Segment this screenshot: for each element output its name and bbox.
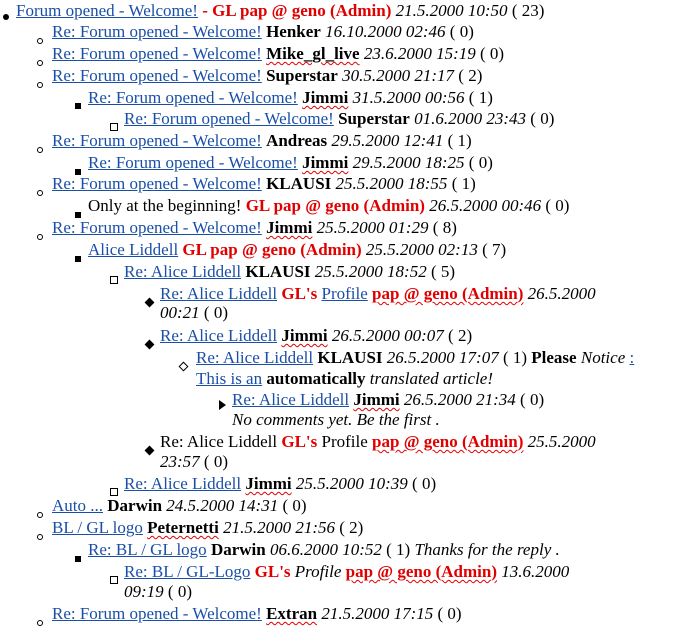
post-title-link[interactable]: Re: Alice Liddell — [196, 348, 314, 367]
thread-post — [232, 389, 544, 411]
post-author-name: pap @ geno (Admin) — [345, 562, 498, 581]
post-author: Superstar — [266, 66, 338, 85]
circle-bullet-icon — [37, 610, 43, 632]
post-date: 26.5.2000 17:07 — [386, 348, 499, 367]
post-author: GL's — [254, 562, 291, 581]
post-date: 25.5.2000 01:29 — [316, 218, 429, 237]
post-author: Jimmi — [281, 326, 328, 345]
post-date: 25.5.2000 10:39 — [295, 474, 408, 493]
reply-count: ( 2) — [448, 326, 473, 345]
post-title-link[interactable]: Re: BL / GL logo — [88, 540, 207, 559]
reply-count: ( 8) — [432, 218, 457, 237]
notice-label: Notice — [580, 348, 626, 367]
thread-post — [52, 217, 457, 239]
post-date: 25.5.2000 18:55 — [335, 174, 448, 193]
thread-post — [88, 152, 493, 174]
reply-count: ( 0) — [437, 604, 462, 623]
post-author: Jimmi — [266, 218, 313, 237]
reply-count: ( 0) — [412, 474, 437, 493]
reply-count: ( 23) — [511, 1, 545, 20]
post-title-link[interactable]: Re: Forum opened - Welcome! — [52, 604, 262, 623]
circle-bullet-icon — [37, 180, 43, 202]
reply-count: ( 0) — [167, 582, 192, 601]
thread-post — [196, 347, 634, 369]
post-author: Andreas — [266, 131, 328, 150]
post-author: Darwin — [210, 540, 266, 559]
reply-count: ( 1) — [386, 540, 411, 559]
reply-count: ( 5) — [430, 262, 456, 281]
post-time: 00:21 — [160, 303, 200, 322]
thread-post — [160, 325, 472, 347]
post-author: KLAUSI — [266, 174, 332, 193]
post-title-link[interactable]: Re: Forum opened - Welcome! — [52, 218, 262, 237]
profile-text: Profile — [321, 432, 368, 451]
post-author-name: pap @ geno (Admin) — [372, 284, 524, 303]
circle-bullet-icon — [37, 72, 43, 94]
reply-count: ( 1) — [502, 348, 528, 367]
post-note: Thanks for the reply . — [414, 540, 560, 559]
square-bullet-icon — [75, 246, 81, 268]
post-author: KLAUSI — [245, 262, 311, 281]
reply-count: ( 2) — [458, 66, 483, 85]
thread-post — [124, 261, 455, 283]
post-author: Jimmi — [302, 88, 349, 107]
thread-post-continued — [196, 368, 493, 390]
thread-post — [88, 539, 560, 561]
circle-bullet-icon — [37, 502, 43, 524]
thread-post — [124, 108, 554, 130]
thread-post — [52, 173, 476, 195]
notice-link-text[interactable]: This is an — [196, 369, 263, 388]
post-time: 09:19 — [124, 582, 164, 601]
circle-bullet-icon — [37, 28, 43, 50]
thread-post-continued — [160, 302, 228, 324]
post-author: Henker — [266, 22, 321, 41]
post-author: Superstar — [338, 109, 410, 128]
thread-post — [88, 239, 506, 261]
thread-post — [52, 130, 472, 152]
triangle-bullet-icon — [219, 394, 226, 416]
post-date: 26.5.2000 21:34 — [403, 390, 516, 409]
post-author-name: pap @ geno (Admin) — [372, 432, 524, 451]
post-author: Peternetti — [147, 518, 219, 537]
thread-post — [52, 603, 462, 625]
circle-bullet-icon — [37, 524, 43, 546]
reply-count: ( 0) — [449, 22, 474, 41]
post-date: 13.6.2000 — [501, 562, 570, 581]
post-title-link[interactable]: Forum opened - Welcome! — [16, 1, 198, 20]
diamond-bullet-icon — [146, 438, 153, 460]
reply-count: ( 1) — [468, 88, 493, 107]
post-date: 06.6.2000 10:52 — [269, 540, 382, 559]
notice-translated: translated article! — [369, 369, 493, 388]
post-author: GL pap @ geno (Admin) — [245, 196, 425, 215]
reply-count: ( 1) — [447, 131, 472, 150]
thread-post-continued — [160, 451, 228, 473]
post-date: 26.5.2000 00:07 — [331, 326, 444, 345]
post-author: Jimmi — [353, 390, 400, 409]
reply-count: ( 1) — [451, 174, 476, 193]
thread-post-continued — [124, 581, 192, 603]
diamond-bullet-icon — [146, 332, 153, 354]
thread-post — [124, 473, 436, 495]
post-author: Jimmi — [245, 474, 292, 493]
thread-post — [52, 65, 482, 87]
reply-count: ( 0) — [203, 452, 228, 471]
thread-post — [160, 431, 596, 453]
post-date: 21.5.2000 17:15 — [321, 604, 434, 623]
notice-please: Please — [531, 348, 577, 367]
post-date: 26.5.2000 00:46 — [429, 196, 542, 215]
post-author: GL's — [281, 432, 318, 451]
post-date: 29.5.2000 18:25 — [352, 153, 465, 172]
post-author: Extran — [266, 604, 318, 623]
post-separator: - — [202, 1, 208, 20]
post-title-link[interactable]: Re: Forum opened - Welcome! — [52, 66, 262, 85]
reply-count: ( 7) — [482, 240, 507, 259]
post-title-link[interactable]: Alice Liddell — [88, 240, 179, 259]
post-date: 01.6.2000 23:43 — [414, 109, 527, 128]
post-author: GL pap @ geno (Admin) — [212, 1, 392, 20]
post-title-link[interactable]: Re: Alice Liddell — [124, 474, 242, 493]
circle-bullet-icon — [37, 224, 43, 246]
post-title-text: Re: Alice Liddell — [160, 432, 278, 451]
post-date: 21.5.2000 21:56 — [223, 518, 335, 537]
square-outline-bullet-icon — [110, 268, 118, 290]
post-author: GL's — [281, 284, 318, 303]
post-title-link[interactable]: Re: Forum opened - Welcome! — [124, 109, 334, 128]
post-title-link[interactable]: Re: Forum opened - Welcome! — [52, 174, 262, 193]
square-bullet-icon — [75, 546, 81, 568]
post-date: 24.5.2000 14:31 — [166, 496, 279, 515]
profile-link[interactable]: Profile — [321, 284, 368, 303]
reply-count: ( 0) — [203, 303, 228, 322]
post-author: KLAUSI — [317, 348, 383, 367]
reply-count: ( 0) — [468, 153, 493, 172]
notice-auto: automatically — [266, 369, 366, 388]
post-title-link[interactable]: Re: BL / GL-Logo — [124, 562, 251, 581]
post-date: 30.5.2000 21:17 — [342, 66, 455, 85]
post-title-link[interactable]: Re: Alice Liddell — [124, 262, 242, 281]
post-date: 31.5.2000 00:56 — [352, 88, 465, 107]
reply-count: ( 0) — [282, 496, 307, 515]
post-date: 25.5.2000 02:13 — [365, 240, 478, 259]
post-title-link[interactable]: Re: Forum opened - Welcome! — [88, 88, 298, 107]
thread-post — [124, 561, 569, 583]
post-title-link[interactable]: Re: Alice Liddell — [160, 284, 278, 303]
square-outline-bullet-icon — [110, 568, 118, 590]
post-title-link[interactable]: BL / GL logo — [52, 518, 143, 537]
notice-link[interactable]: : — [629, 348, 635, 367]
post-author: Darwin — [107, 496, 163, 515]
thread-post — [52, 21, 474, 43]
post-date: 25.5.2000 18:52 — [314, 262, 427, 281]
reply-count: ( 0) — [530, 109, 555, 128]
reply-count: ( 0) — [545, 196, 570, 215]
thread-post — [52, 517, 363, 539]
post-date: 29.5.2000 12:41 — [331, 131, 444, 150]
post-author: Mike_gl_live — [266, 44, 360, 63]
post-title-link[interactable]: Re: Forum opened - Welcome! — [52, 22, 262, 41]
thread-post — [52, 495, 307, 517]
post-author: Jimmi — [302, 153, 349, 172]
post-author: GL pap @ geno (Admin) — [182, 240, 362, 259]
thread-post — [88, 87, 493, 109]
post-date: 23.6.2000 15:19 — [363, 44, 476, 63]
post-date: 26.5.2000 — [527, 284, 596, 303]
post-time: 23:57 — [160, 452, 200, 471]
thread-post — [16, 0, 544, 22]
post-date: 21.5.2000 10:50 — [395, 1, 508, 20]
post-date: 25.5.2000 — [527, 432, 596, 451]
post-title-link[interactable]: Re: Forum opened - Welcome! — [52, 131, 262, 150]
post-title-link[interactable]: Re: Alice Liddell — [160, 326, 278, 345]
square-bullet-icon — [75, 93, 81, 115]
post-date: 16.10.2000 02:46 — [325, 22, 446, 41]
post-title-link[interactable]: Re: Forum opened - Welcome! — [52, 44, 262, 63]
post-title-link[interactable]: Re: Forum opened - Welcome! — [88, 153, 298, 172]
thread-post — [88, 195, 569, 217]
post-title-link[interactable]: Re: Alice Liddell — [232, 390, 350, 409]
disc-bullet-icon — [3, 4, 9, 26]
post-title-link[interactable]: Auto ... — [52, 496, 103, 515]
post-note: No comments yet. Be the first . — [232, 410, 440, 429]
profile-text: Profile — [294, 562, 342, 581]
reply-count: ( 0) — [479, 44, 505, 63]
diamond-outline-bullet-icon — [180, 354, 187, 376]
circle-bullet-icon — [37, 137, 43, 159]
thread-post — [52, 43, 504, 65]
circle-bullet-icon — [37, 50, 43, 72]
reply-count: ( 2) — [339, 518, 364, 537]
diamond-bullet-icon — [146, 290, 153, 312]
reply-count: ( 0) — [520, 390, 545, 409]
post-title-text: Only at the beginning! — [88, 196, 242, 215]
